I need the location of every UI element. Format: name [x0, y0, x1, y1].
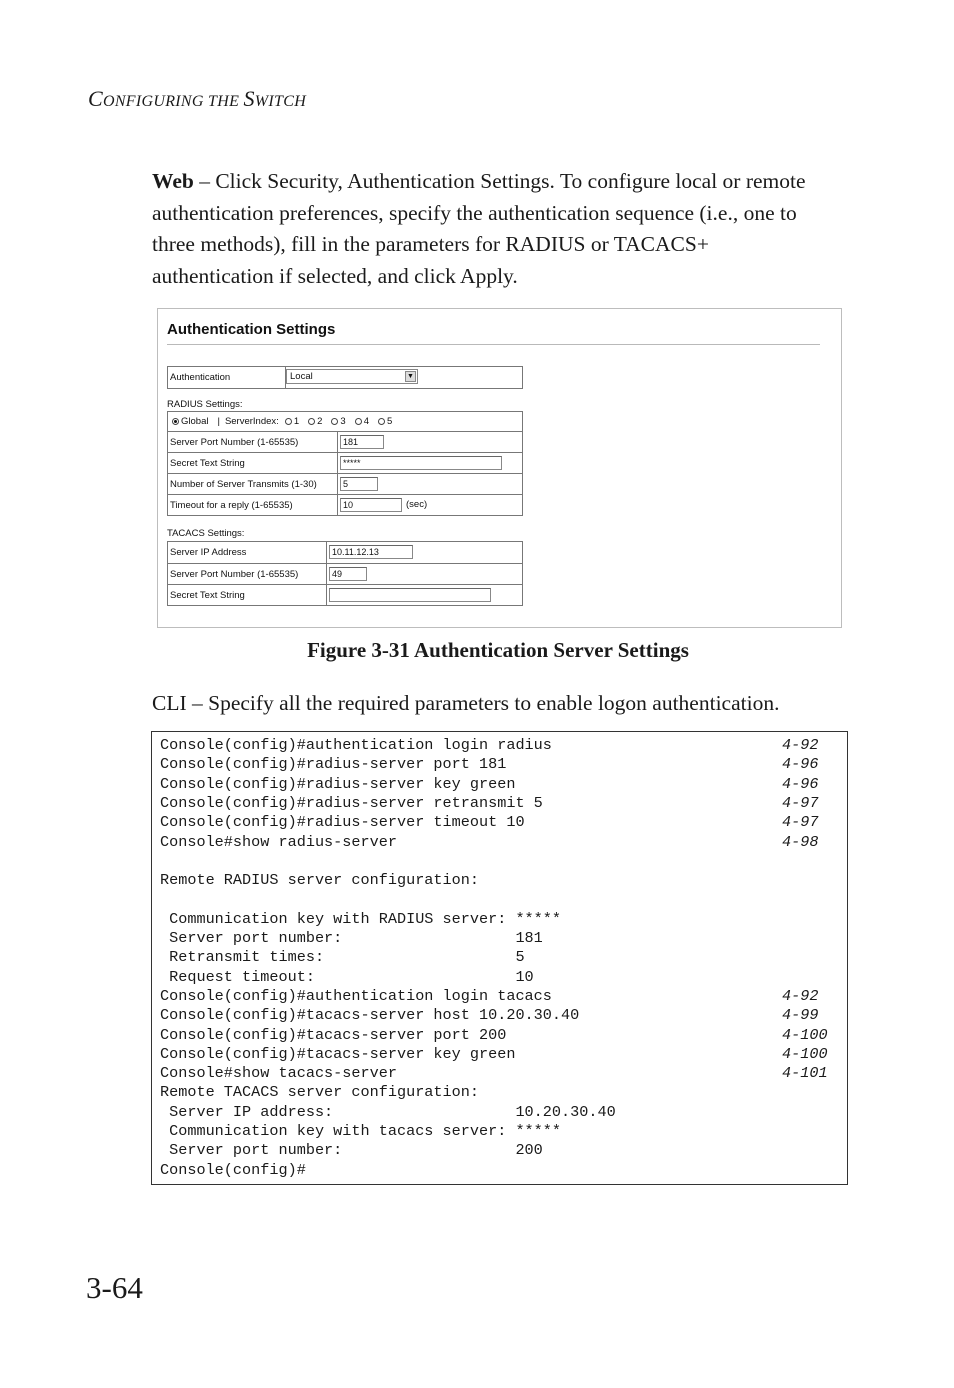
code-line: Console(config)#radius-server port 181 [160, 755, 507, 774]
code-line: Console(config)#authentication login tacacs [160, 986, 552, 1005]
radius-port-row [168, 431, 522, 452]
running-head [88, 86, 306, 112]
screenshot-title: Authentication Settings [167, 321, 336, 338]
tacacs-table [167, 541, 523, 606]
radius-table [167, 411, 523, 516]
code-page-ref: 4-92 [782, 986, 819, 1005]
code-line: Console#show radius-server [160, 832, 397, 851]
web-instructions [152, 166, 832, 292]
timeout-unit: (sec) [406, 499, 428, 510]
code-page-ref: 4-97 [782, 813, 819, 832]
authentication-row [168, 367, 522, 388]
code-line: Server port number: 181 [160, 929, 543, 947]
code-page-ref: 4-92 [782, 736, 819, 754]
global-label: Global [181, 416, 209, 427]
server-index-radio[interactable] [378, 418, 385, 425]
server-index-radio[interactable] [285, 418, 292, 425]
field-label: Server Port Number (1-65535) [168, 432, 338, 452]
code-line: Console(config)#radius-server key green [160, 774, 516, 793]
figure-caption: Figure 3-31 Authentication Server Settings [307, 638, 689, 662]
web-lead: Web [152, 169, 194, 193]
code-line: Communication key with RADIUS server: ***** [160, 909, 562, 928]
code-page-ref: 4-96 [782, 774, 819, 793]
radius-timeout-row [168, 494, 522, 515]
radius-secret-input[interactable]: ***** [340, 456, 502, 470]
code-line: Console#show tacacs-server [160, 1064, 397, 1083]
field-label: Number of Server Transmits (1-30) [168, 474, 338, 494]
code-line: Request timeout: 10 [160, 967, 534, 986]
server-index-option: 5 [387, 416, 393, 427]
code-line: Console(config)#tacacs-server host 10.20.30.40 [160, 1006, 580, 1025]
code-page-ref: 4-100 [782, 1044, 828, 1063]
global-radio[interactable] [172, 418, 179, 425]
server-index-option: 3 [340, 416, 346, 427]
tacacs-secret-input[interactable] [329, 588, 491, 602]
code-line: Communication key with tacacs server: ***** [160, 1122, 562, 1140]
code-line: Console(config)#authentication login radius [160, 736, 552, 754]
code-line: Retransmit times: 5 [160, 948, 525, 967]
server-index-radio[interactable] [308, 418, 315, 425]
radius-secret-row [168, 452, 522, 473]
title-divider [167, 344, 820, 345]
server-index-option: 1 [293, 416, 300, 427]
running-head-cap: S [243, 86, 255, 111]
radius-timeout-input[interactable]: 10 [340, 498, 402, 512]
cli-code-block [151, 731, 848, 1185]
code-line: Remote TACACS server configuration: [160, 1083, 479, 1102]
server-index-radio[interactable] [331, 418, 338, 425]
field-label: Secret Text String [168, 453, 338, 473]
tacacs-port-input[interactable]: 49 [329, 567, 367, 581]
radius-scope-row [168, 412, 522, 431]
code-line: Server port number: 200 [160, 1141, 543, 1160]
web-text: – Click Security, Authentication Settings. To configure local or remote authentication preferences, specify the authentication sequence (i.e., one to three methods), fill in the parameters for RADIUS or TACACS+ authentication if selected, and click Apply. [152, 169, 806, 288]
tacacs-ip-row [168, 542, 522, 563]
code-line: Console(config)# [160, 1160, 306, 1179]
running-head-cap: C [88, 86, 103, 111]
radius-transmits-input[interactable]: 5 [340, 477, 378, 491]
code-page-ref: 4-98 [782, 832, 819, 851]
scope-separator: | [217, 416, 220, 427]
running-head-text: WITCH [254, 93, 307, 110]
tacacs-port-row [168, 563, 522, 584]
page-number: 3-64 [86, 1270, 143, 1305]
code-line: Console(config)#tacacs-server port 200 [160, 1025, 507, 1044]
authentication-table [167, 366, 523, 389]
authentication-settings-screenshot [157, 308, 842, 628]
field-label: Server IP Address [168, 542, 327, 563]
cli-instructions: CLI – Specify all the required parameters to enable logon authentication. [152, 691, 780, 715]
code-line: Remote RADIUS server configuration: [160, 871, 479, 890]
authentication-label: Authentication [168, 367, 286, 388]
code-page-ref: 4-100 [782, 1025, 828, 1044]
code-line: Console(config)#tacacs-server key green [160, 1044, 516, 1063]
tacacs-group-label: TACACS Settings: [167, 528, 245, 539]
authentication-select[interactable] [286, 369, 418, 384]
field-label: Server Port Number (1-65535) [168, 564, 327, 584]
code-page-ref: 4-99 [782, 1006, 819, 1025]
radius-group-label: RADIUS Settings: [167, 399, 243, 410]
code-page-ref: 4-96 [782, 755, 819, 774]
code-line: Console(config)#radius-server retransmit 5 [160, 793, 543, 812]
tacacs-secret-row [168, 584, 522, 605]
field-label: Secret Text String [168, 585, 327, 605]
server-index-radio[interactable] [355, 418, 362, 425]
code-line: Console(config)#radius-server timeout 10 [160, 813, 525, 832]
code-page-ref: 4-101 [782, 1064, 828, 1083]
radius-transmits-row [168, 473, 522, 494]
authentication-value: Local [290, 371, 313, 382]
code-line: Server IP address: 10.20.30.40 [160, 1102, 616, 1121]
radius-port-input[interactable]: 181 [340, 435, 384, 449]
server-index-option: 2 [317, 416, 323, 427]
tacacs-ip-input[interactable]: 10.11.12.13 [329, 545, 413, 559]
field-label: Timeout for a reply (1-65535) [168, 495, 338, 515]
chevron-down-icon[interactable]: ▼ [405, 371, 416, 382]
server-index-label: ServerIndex: [224, 416, 279, 427]
running-head-text: ONFIGURING THE [102, 93, 244, 110]
code-page-ref: 4-97 [782, 793, 819, 812]
server-index-option: 4 [363, 416, 369, 427]
